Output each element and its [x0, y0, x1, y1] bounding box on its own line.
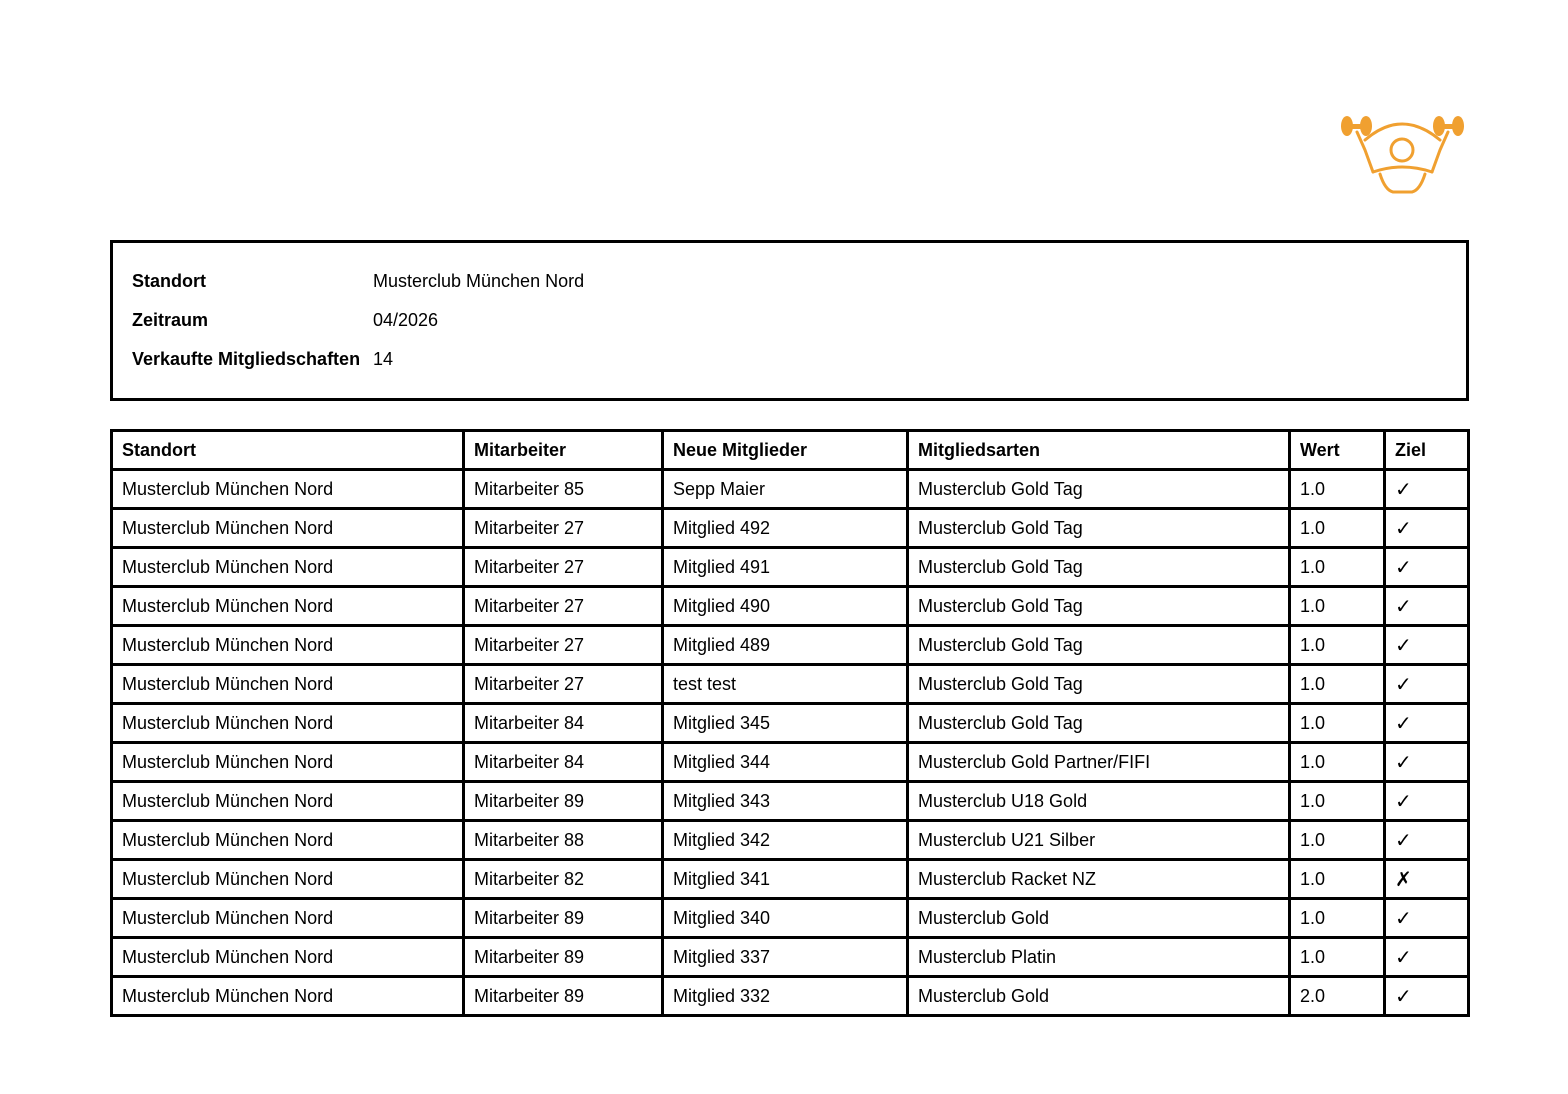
standort-cell: Musterclub München Nord [112, 509, 464, 548]
mitgliedsart-cell: Musterclub Gold Tag [908, 626, 1290, 665]
column-header: Standort [112, 431, 464, 470]
table-row [112, 509, 1469, 548]
wert-cell: 1.0 [1290, 821, 1385, 860]
summary-value: Musterclub München Nord [373, 271, 585, 291]
wert-cell: 1.0 [1290, 626, 1385, 665]
wert-cell: 2.0 [1290, 977, 1385, 1016]
wert-cell: 1.0 [1290, 548, 1385, 587]
wert-cell: 1.0 [1290, 665, 1385, 704]
column-header: Mitgliedsarten [908, 431, 1290, 470]
mitarbeiter-cell: Mitarbeiter 27 [464, 665, 663, 704]
summary-value: 04/2026 [373, 310, 439, 330]
mitgliedsart-cell: Musterclub Gold Tag [908, 548, 1290, 587]
mitarbeiter-cell: Mitarbeiter 84 [464, 743, 663, 782]
standort-cell: Musterclub München Nord [112, 899, 464, 938]
column-header: Wert [1290, 431, 1385, 470]
ziel-cell: ✓ [1385, 743, 1469, 782]
mitgliedsart-cell: Musterclub Platin [908, 938, 1290, 977]
ziel-cell: ✓ [1385, 704, 1469, 743]
ziel-cell: ✓ [1385, 548, 1469, 587]
neue-mitglieder-cell: Mitglied 344 [663, 743, 908, 782]
mitgliedsart-cell: Musterclub Racket NZ [908, 860, 1290, 899]
neue-mitglieder-cell: Sepp Maier [663, 470, 908, 509]
ziel-cell: ✓ [1385, 782, 1469, 821]
table-row [112, 860, 1469, 899]
club-logo [1335, 110, 1470, 210]
standort-cell: Musterclub München Nord [112, 470, 464, 509]
mitarbeiter-cell: Mitarbeiter 27 [464, 587, 663, 626]
mitgliedsart-cell: Musterclub Gold Tag [908, 704, 1290, 743]
wert-cell: 1.0 [1290, 587, 1385, 626]
table-header-row [112, 431, 1469, 470]
neue-mitglieder-cell: Mitglied 343 [663, 782, 908, 821]
dumbbell-athlete-icon [1335, 110, 1470, 210]
summary-label: Standort [132, 271, 206, 291]
neue-mitglieder-cell: Mitglied 489 [663, 626, 908, 665]
table-row [112, 470, 1469, 509]
ziel-cell: ✓ [1385, 470, 1469, 509]
ziel-cell: ✓ [1385, 509, 1469, 548]
mitgliedsart-cell: Musterclub Gold [908, 899, 1290, 938]
wert-cell: 1.0 [1290, 938, 1385, 977]
mitgliedsart-cell: Musterclub Gold Tag [908, 665, 1290, 704]
standort-cell: Musterclub München Nord [112, 704, 464, 743]
mitarbeiter-cell: Mitarbeiter 88 [464, 821, 663, 860]
table-row [112, 665, 1469, 704]
wert-cell: 1.0 [1290, 704, 1385, 743]
summary-label: Zeitraum [132, 310, 209, 330]
mitarbeiter-cell: Mitarbeiter 27 [464, 548, 663, 587]
ziel-cell: ✓ [1385, 938, 1469, 977]
neue-mitglieder-cell: test test [663, 665, 908, 704]
mitarbeiter-cell: Mitarbeiter 89 [464, 782, 663, 821]
mitarbeiter-cell: Mitarbeiter 82 [464, 860, 663, 899]
mitarbeiter-cell: Mitarbeiter 27 [464, 626, 663, 665]
mitgliedsart-cell: Musterclub Gold Tag [908, 509, 1290, 548]
neue-mitglieder-cell: Mitglied 341 [663, 860, 908, 899]
membership-table [110, 429, 1470, 1017]
table-row [112, 782, 1469, 821]
standort-cell: Musterclub München Nord [112, 977, 464, 1016]
column-header: Neue Mitglieder [663, 431, 908, 470]
standort-cell: Musterclub München Nord [112, 743, 464, 782]
mitarbeiter-cell: Mitarbeiter 89 [464, 899, 663, 938]
table-row [112, 548, 1469, 587]
table-row [112, 704, 1469, 743]
mitgliedsart-cell: Musterclub U21 Silber [908, 821, 1290, 860]
ziel-cell: ✓ [1385, 626, 1469, 665]
ziel-cell: ✓ [1385, 587, 1469, 626]
standort-cell: Musterclub München Nord [112, 626, 464, 665]
neue-mitglieder-cell: Mitglied 337 [663, 938, 908, 977]
mitarbeiter-cell: Mitarbeiter 89 [464, 977, 663, 1016]
standort-cell: Musterclub München Nord [112, 782, 464, 821]
neue-mitglieder-cell: Mitglied 342 [663, 821, 908, 860]
summary-box [110, 240, 1469, 401]
standort-cell: Musterclub München Nord [112, 860, 464, 899]
neue-mitglieder-cell: Mitglied 492 [663, 509, 908, 548]
ziel-cell: ✓ [1385, 821, 1469, 860]
mitarbeiter-cell: Mitarbeiter 27 [464, 509, 663, 548]
wert-cell: 1.0 [1290, 743, 1385, 782]
mitarbeiter-cell: Mitarbeiter 85 [464, 470, 663, 509]
mitarbeiter-cell: Mitarbeiter 89 [464, 938, 663, 977]
ziel-cell: ✓ [1385, 899, 1469, 938]
table-row [112, 587, 1469, 626]
mitgliedsart-cell: Musterclub Gold Tag [908, 470, 1290, 509]
neue-mitglieder-cell: Mitglied 332 [663, 977, 908, 1016]
table-row [112, 626, 1469, 665]
wert-cell: 1.0 [1290, 470, 1385, 509]
standort-cell: Musterclub München Nord [112, 665, 464, 704]
mitgliedsart-cell: Musterclub U18 Gold [908, 782, 1290, 821]
table-row [112, 743, 1469, 782]
wert-cell: 1.0 [1290, 509, 1385, 548]
table-row [112, 938, 1469, 977]
ziel-cell: ✓ [1385, 665, 1469, 704]
table-row [112, 977, 1469, 1016]
wert-cell: 1.0 [1290, 860, 1385, 899]
ziel-cell: ✓ [1385, 977, 1469, 1016]
neue-mitglieder-cell: Mitglied 345 [663, 704, 908, 743]
mitarbeiter-cell: Mitarbeiter 84 [464, 704, 663, 743]
summary-label: Verkaufte Mitgliedschaften [132, 349, 361, 369]
standort-cell: Musterclub München Nord [112, 821, 464, 860]
summary-value: 14 [373, 349, 394, 369]
ziel-cell: ✗ [1385, 860, 1469, 899]
neue-mitglieder-cell: Mitglied 490 [663, 587, 908, 626]
mitgliedsart-cell: Musterclub Gold Partner/FIFI [908, 743, 1290, 782]
standort-cell: Musterclub München Nord [112, 938, 464, 977]
table-row [112, 899, 1469, 938]
neue-mitglieder-cell: Mitglied 491 [663, 548, 908, 587]
wert-cell: 1.0 [1290, 899, 1385, 938]
table-body [112, 470, 1469, 1016]
mitgliedsart-cell: Musterclub Gold [908, 977, 1290, 1016]
column-header: Mitarbeiter [464, 431, 663, 470]
table-row [112, 821, 1469, 860]
mitgliedsart-cell: Musterclub Gold Tag [908, 587, 1290, 626]
standort-cell: Musterclub München Nord [112, 548, 464, 587]
standort-cell: Musterclub München Nord [112, 587, 464, 626]
neue-mitglieder-cell: Mitglied 340 [663, 899, 908, 938]
wert-cell: 1.0 [1290, 782, 1385, 821]
column-header: Ziel [1385, 431, 1469, 470]
